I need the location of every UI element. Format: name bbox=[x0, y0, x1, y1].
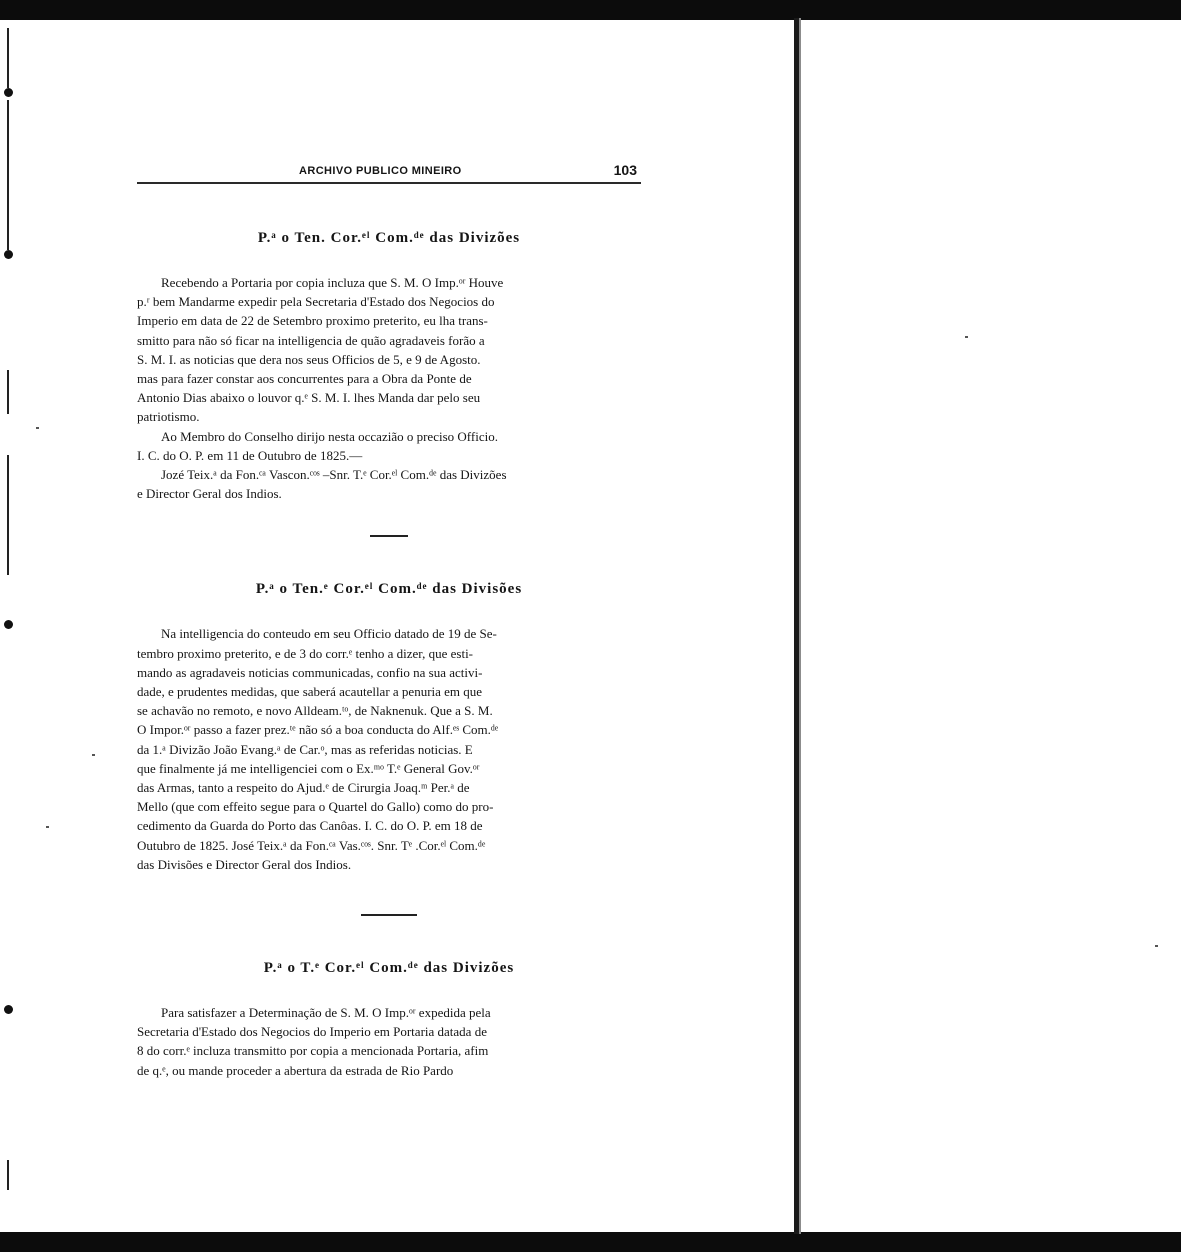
text-line: Outubro de 1825. José Teix.ᵃ da Fon.ᶜᵃ Vas.ᶜᵒˢ. Snr. Tᵉ .Cor.ᵉˡ Com.ᵈᵉ bbox=[137, 837, 486, 853]
letter-heading: P.ᵃ o Ten.ᵉ Cor.ᵉˡ Com.ᵈᵉ das Divisões bbox=[255, 581, 523, 598]
letter-heading: P.ᵃ o Ten. Cor.ᵉˡ Com.ᵈᵉ das Divizões bbox=[257, 230, 521, 246]
text-line: das Divisões e Director Geral dos Indios. bbox=[137, 856, 352, 872]
text-line: mando as agradaveis noticias communicadas, confio na sua activi- bbox=[137, 664, 483, 680]
left-edge-mark bbox=[7, 370, 9, 414]
text-line: Na intelligencia do conteudo em seu Officio datado de 19 de Se- bbox=[161, 626, 497, 642]
book-gutter-shadow bbox=[799, 18, 801, 1234]
section-divider bbox=[361, 914, 417, 916]
left-edge-mark bbox=[7, 100, 9, 250]
text-line: que finalmente já me intelligenciei com o Ex.ᵐᵒ T.ᵉ General Gov.ᵒʳ bbox=[137, 760, 480, 776]
letter-body bbox=[137, 624, 641, 874]
scan-speck bbox=[92, 754, 95, 756]
book-page bbox=[137, 160, 641, 1080]
text-line: I. C. do O. P. em 11 de Outubro de 1825.— bbox=[137, 447, 363, 463]
journal-title: ARCHIVO PUBLICO MINEIRO bbox=[299, 165, 462, 177]
letter-heading: P.ᵃ o T.ᵉ Cor.ᵉˡ Com.ᵈᵉ das Divizões bbox=[263, 960, 515, 977]
scan-top-border bbox=[0, 0, 1181, 20]
text-line: Mello (que com effeito segue para o Quartel do Gallo) como do pro- bbox=[137, 799, 494, 815]
scan-speck bbox=[36, 427, 39, 429]
letter-body bbox=[137, 273, 641, 503]
scan-speck bbox=[1155, 945, 1158, 947]
left-edge-mark bbox=[7, 455, 9, 575]
text-line: p.ʳ bem Mandarme expedir pela Secretaria d'Estado dos Negocios do bbox=[137, 294, 495, 310]
text-line: Antonio Dias abaixo o louvor q.ᵉ S. M. I. lhes Manda dar pelo seu bbox=[137, 390, 481, 406]
text-line: 8 do corr.ᵉ incluza transmitto por copia a mencionada Portaria, afim bbox=[137, 1043, 489, 1059]
text-line: se achavão no remoto, e novo Alldeam.ᵗᵒ, de Naknenuk. Que a S. M. bbox=[137, 703, 493, 719]
text-line: da 1.ᵃ Divizão João Evang.ᵃ de Car.ᵒ, mas as referidas noticias. E bbox=[137, 741, 473, 757]
text-line: e Director Geral dos Indios. bbox=[137, 486, 282, 502]
left-edge-mark bbox=[7, 28, 9, 88]
section-divider bbox=[370, 535, 408, 537]
text-line: cedimento da Guarda do Porto das Canôas. I. C. do O. P. em 18 de bbox=[137, 818, 483, 834]
text-line: das Armas, tanto a respeito do Ajud.ᵉ de Cirurgia Joaq.ᵐ Per.ᵃ de bbox=[137, 780, 470, 796]
text-line: Recebendo a Portaria por copia incluza que S. M. O Imp.ᵒʳ Houve bbox=[161, 275, 504, 290]
text-line: patriotismo. bbox=[137, 409, 200, 425]
text-line: Secretaria d'Estado dos Negocios do Imperio em Portaria datada de bbox=[137, 1024, 487, 1040]
text-line: de q.ᵉ, ou mande proceder a abertura da estrada de Rio Pardo bbox=[137, 1062, 454, 1078]
scan-speck bbox=[46, 826, 49, 828]
scan-speck bbox=[965, 336, 968, 338]
text-line: mas para fazer constar aos concurrentes para a Obra da Ponte de bbox=[137, 371, 472, 387]
left-edge-dot bbox=[4, 1005, 13, 1014]
text-line: Para satisfazer a Determinação de S. M. O Imp.ᵒʳ expedida pela bbox=[161, 1005, 491, 1021]
text-line: O Impor.ᵒʳ passo a fazer prez.ᵗᵉ não só a boa conducta do Alf.ᵉˢ Com.ᵈᵉ bbox=[137, 722, 499, 738]
text-line: dade, e prudentes medidas, que saberá acautellar a penuria em que bbox=[137, 684, 483, 700]
text-line: smitto para não só ficar na intelligencia de quão agradaveis forão a bbox=[137, 332, 485, 348]
left-edge-mark bbox=[7, 1160, 9, 1190]
left-edge-dot bbox=[4, 88, 13, 97]
text-line: S. M. I. as noticias que dera nos seus Officios de 5, e 9 de Agosto. bbox=[137, 351, 481, 367]
left-edge-dot bbox=[4, 620, 13, 629]
text-line: Imperio em data de 22 de Setembro proximo preterito, eu lha trans- bbox=[137, 313, 488, 329]
left-edge-dot bbox=[4, 250, 13, 259]
text-line: Ao Membro do Conselho dirijo nesta occazião o preciso Officio. bbox=[161, 428, 498, 444]
page-number: 103 bbox=[613, 162, 637, 178]
letter-body bbox=[137, 1003, 641, 1080]
text-line: Jozé Teix.ᵃ da Fon.ᶜᵃ Vascon.ᶜᵒˢ –Snr. T.ᵉ Cor.ᵉˡ Com.ᵈᵉ das Divizões bbox=[161, 467, 507, 483]
text-line: tembro proximo preterito, e de 3 do corr.ᵉ tenho a dizer, que esti- bbox=[137, 645, 474, 661]
running-header bbox=[137, 160, 641, 184]
scan-bottom-border bbox=[0, 1232, 1181, 1252]
